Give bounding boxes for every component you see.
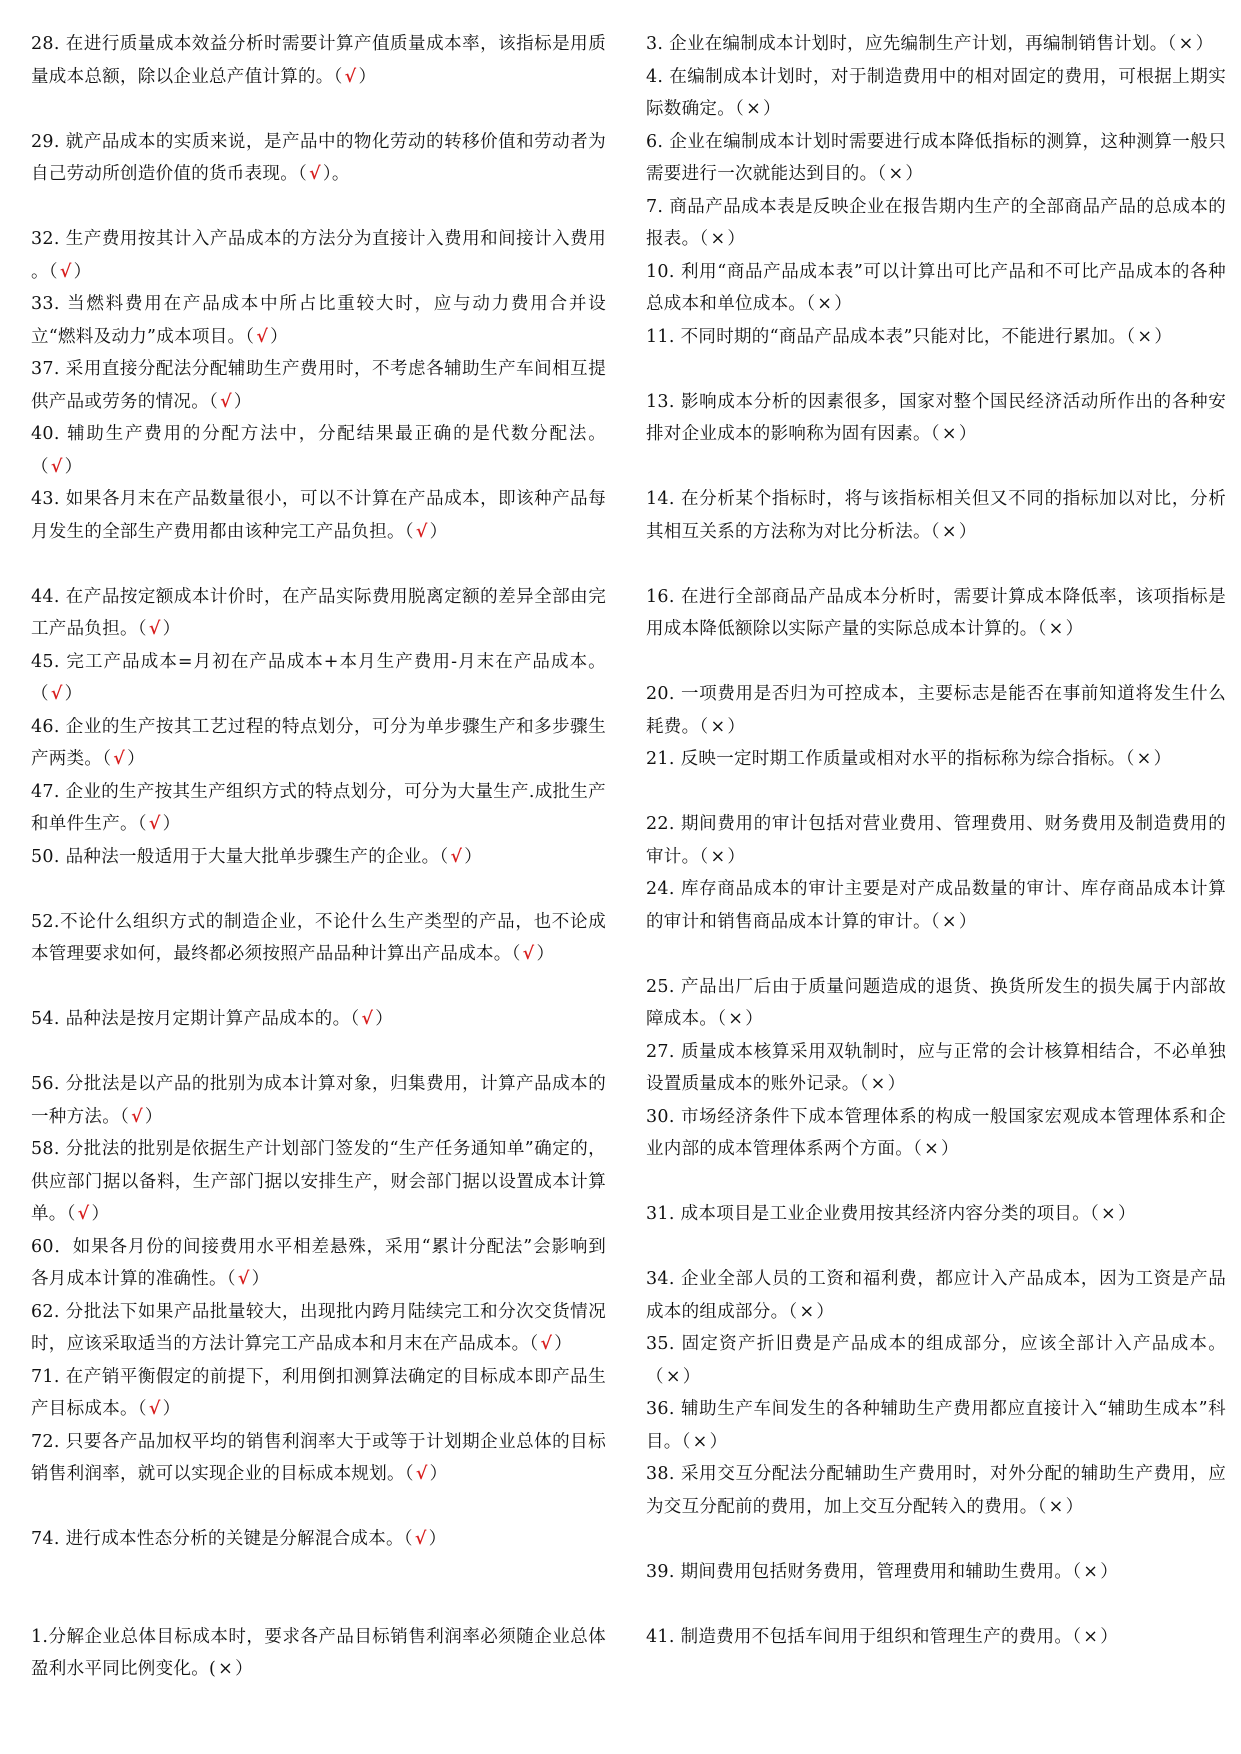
right-column bbox=[646, 28, 1226, 1653]
blank-line bbox=[646, 1166, 1226, 1199]
left-column bbox=[31, 28, 606, 1686]
question-text: 16. 在进行全部商品产品成本分析时，需要计算成本降低率，该项指标是用成本降低额除以实际产量的实际总成本计算的。（ bbox=[646, 586, 1226, 639]
blank-line bbox=[31, 191, 606, 224]
blank-line bbox=[31, 1588, 606, 1621]
blank-line bbox=[31, 873, 606, 906]
question-text: 3. 企业在编制成本计划时，应先编制生产计划，再编制销售计划。（ bbox=[646, 34, 1177, 54]
check-mark: √ bbox=[131, 1106, 143, 1127]
question-text: 11. 不同时期的“商品产品成本表”只能对比，不能进行累加。（ bbox=[646, 326, 1136, 347]
question-text: 21. 反映一定时期工作质量或相对水平的指标称为综合指标。（ bbox=[646, 749, 1135, 769]
closing-paren: ） bbox=[73, 261, 92, 282]
question-text: 27. 质量成本核算采用双轨制时，应与正常的会计核算相结合，不必单独设置质量成本的账外记录。（ bbox=[646, 1041, 1226, 1094]
question-text: 71. 在产销平衡假定的前提下，利用倒扣测算法确定的目标成本即产品生产目标成本。（ bbox=[31, 1366, 606, 1419]
question-item bbox=[31, 1361, 606, 1426]
closing-paren: ） bbox=[1154, 326, 1173, 347]
question-item bbox=[31, 906, 606, 971]
question-item bbox=[31, 1133, 606, 1231]
question-text: 47. 企业的生产按其生产组织方式的特点划分，可分为大量生产.成批生产和单件生产。（ bbox=[31, 781, 606, 834]
closing-paren: ） bbox=[251, 1269, 270, 1289]
question-item bbox=[31, 223, 606, 288]
cross-mark: × bbox=[746, 99, 762, 119]
question-item bbox=[31, 1003, 606, 1036]
closing-paren: ） bbox=[375, 1009, 394, 1029]
question-text: 52.不论什么组织方式的制造企业，不论什么生产类型的产品，也不论成本管理要求如何，最终都必须按照产品品种计算出产品成本。（ bbox=[31, 911, 606, 964]
question-text: 10. 利用“商品产品成本表”可以计算出可比产品和不可比产品成本的各种总成本和单位成本。（ bbox=[646, 261, 1226, 314]
cross-mark: × bbox=[888, 164, 904, 184]
question-text: 50. 品种法一般适用于大量大批单步骤生产的企业。（ bbox=[31, 846, 449, 867]
question-item bbox=[31, 28, 606, 93]
check-mark: √ bbox=[59, 261, 72, 282]
question-item bbox=[31, 483, 606, 548]
question-text: 28. 在进行质量成本效益分析时需要计算产值质量成本率，该指标是用质量成本总额，除以企业总产值计算的。（ bbox=[31, 34, 606, 87]
blank-line bbox=[31, 93, 606, 126]
question-item bbox=[646, 191, 1226, 256]
cross-mark: × bbox=[1083, 1626, 1099, 1647]
blank-line bbox=[646, 1588, 1226, 1621]
blank-line bbox=[646, 451, 1226, 484]
cross-mark: × bbox=[1083, 1561, 1099, 1582]
question-item bbox=[646, 971, 1226, 1036]
check-mark: √ bbox=[148, 619, 161, 639]
check-mark: √ bbox=[237, 1269, 250, 1289]
question-item bbox=[646, 743, 1226, 776]
question-text: 30. 市场经济条件下成本管理体系的构成一般国家宏观成本管理体系和企业内部的成本管理体系两个方面。（ bbox=[646, 1106, 1226, 1159]
cross-mark: × bbox=[218, 1659, 234, 1679]
question-item bbox=[646, 1198, 1226, 1231]
blank-line bbox=[646, 1523, 1226, 1556]
closing-paren: ） bbox=[958, 424, 977, 444]
closing-paren: ） bbox=[162, 814, 181, 834]
question-item bbox=[646, 1263, 1226, 1328]
question-item bbox=[646, 256, 1226, 321]
closing-paren: ） bbox=[745, 1009, 764, 1029]
cross-mark: × bbox=[1136, 749, 1152, 769]
question-text: 6. 企业在编制成本计划时需要进行成本降低指标的测算，这种测算一般只需要进行一次就能达到目的。（ bbox=[646, 131, 1226, 184]
question-text: 44. 在产品按定额成本计价时，在产品实际费用脱离定额的差异全部由完工产品负担。（ bbox=[31, 586, 606, 639]
question-item bbox=[31, 126, 606, 191]
check-mark: √ bbox=[113, 749, 126, 769]
question-text: 25. 产品出厂后由于质量问题造成的退货、换货所发生的损失属于内部故障成本。（ bbox=[646, 976, 1226, 1029]
cross-mark: × bbox=[799, 1301, 815, 1322]
closing-paren: ） bbox=[127, 749, 145, 769]
closing-paren: ）。 bbox=[322, 164, 350, 184]
check-mark: √ bbox=[220, 391, 232, 412]
question-text: 1.分解企业总体目标成本时，要求各产品目标销售利润率必须随企业总体盈利水平同比例变化。( bbox=[31, 1626, 606, 1679]
question-text: 20. 一项费用是否归为可控成本，主要标志是能否在事前知道将发生什么耗费。（ bbox=[646, 684, 1226, 737]
check-mark: √ bbox=[148, 814, 161, 834]
closing-paren: ） bbox=[887, 1074, 906, 1094]
check-mark: √ bbox=[50, 684, 63, 704]
closing-paren: ） bbox=[233, 391, 252, 412]
closing-paren: ） bbox=[144, 1106, 163, 1127]
question-item bbox=[646, 321, 1226, 354]
cross-mark: × bbox=[692, 1431, 708, 1452]
cross-mark: × bbox=[941, 911, 957, 932]
closing-paren: ） bbox=[727, 846, 746, 867]
closing-paren: ） bbox=[1065, 619, 1084, 639]
question-text: 74. 进行成本性态分析的关键是分解混合成本。（ bbox=[31, 1529, 413, 1549]
check-mark: √ bbox=[256, 326, 269, 347]
closing-paren: ） bbox=[429, 521, 448, 542]
closing-paren: ） bbox=[162, 1399, 181, 1419]
closing-paren: ） bbox=[727, 229, 746, 249]
closing-paren: ） bbox=[64, 456, 83, 477]
question-text: 31. 成本项目是工业企业费用按其经济内容分类的项目。（ bbox=[646, 1204, 1100, 1224]
cross-mark: × bbox=[728, 1009, 744, 1029]
blank-line bbox=[31, 548, 606, 581]
check-mark: √ bbox=[414, 1529, 427, 1549]
closing-paren: ） bbox=[1100, 1561, 1119, 1582]
closing-paren: ） bbox=[816, 1301, 835, 1322]
closing-paren: ） bbox=[554, 1334, 573, 1354]
check-mark: √ bbox=[540, 1334, 553, 1354]
question-text: 45. 完工产品成本=月初在产品成本+本月生产费用-月末在产品成本。（ bbox=[31, 651, 606, 704]
question-item bbox=[646, 1556, 1226, 1589]
check-mark: √ bbox=[415, 1464, 428, 1484]
question-item bbox=[646, 483, 1226, 548]
question-item bbox=[646, 678, 1226, 743]
question-text: 62. 分批法下如果产品批量较大，出现批内跨月陆续完工和分次交货情况时，应该采取适当的方法计算完工产品成本和月末在产品成本。（ bbox=[31, 1301, 606, 1354]
closing-paren: ） bbox=[941, 1139, 959, 1159]
closing-paren: ） bbox=[958, 911, 977, 932]
cross-mark: × bbox=[1048, 1496, 1064, 1517]
question-text: 54. 品种法是按月定期计算产品成本的。（ bbox=[31, 1009, 360, 1029]
closing-paren: ） bbox=[270, 326, 288, 347]
question-item bbox=[646, 1393, 1226, 1458]
blank-line bbox=[646, 353, 1226, 386]
question-item bbox=[646, 1036, 1226, 1101]
question-text: 72. 只要各产品加权平均的销售利润率大于或等于计划期企业总体的目标销售利润率，就可以实现企业的目标成本规划。（ bbox=[31, 1431, 606, 1484]
check-mark: √ bbox=[361, 1009, 374, 1029]
closing-paren: ） bbox=[235, 1659, 253, 1679]
question-text: 24. 库存商品成本的审计主要是对产成品数量的审计、库存商品成本计算的审计和销售商品成本计算的审计。（ bbox=[646, 879, 1226, 932]
check-mark: √ bbox=[344, 66, 357, 87]
closing-paren: ） bbox=[1153, 749, 1172, 769]
question-item bbox=[31, 776, 606, 841]
question-item bbox=[31, 1296, 606, 1361]
closing-paren: ） bbox=[64, 684, 83, 704]
closing-paren: ） bbox=[958, 521, 977, 542]
cross-mark: × bbox=[665, 1366, 681, 1387]
question-text: 39. 期间费用包括财务费用，管理费用和辅助生费用。（ bbox=[646, 1561, 1082, 1582]
closing-paren: ） bbox=[682, 1366, 701, 1387]
check-mark: √ bbox=[309, 164, 321, 184]
cross-mark: × bbox=[924, 1139, 940, 1159]
cross-mark: × bbox=[710, 229, 726, 249]
question-text: 38. 采用交互分配法分配辅助生产费用时，对外分配的辅助生产费用，应为交互分配前的费用，加上交互分配转入的费用。（ bbox=[646, 1464, 1226, 1517]
check-mark: √ bbox=[77, 1204, 90, 1224]
question-text: 56. 分批法是以产品的批别为成本计算对象，归集费用，计算产品成本的一种方法。（ bbox=[31, 1074, 606, 1127]
cross-mark: × bbox=[1048, 619, 1064, 639]
question-item bbox=[31, 1068, 606, 1133]
closing-paren: ） bbox=[1100, 1626, 1119, 1647]
closing-paren: ） bbox=[834, 294, 853, 314]
question-item bbox=[646, 581, 1226, 646]
closing-paren: ） bbox=[429, 1464, 448, 1484]
question-text: 29. 就产品成本的实质来说，是产品中的物化劳动的转移价值和劳动者为自己劳动所创造价值的货币表现。（ bbox=[31, 131, 606, 184]
check-mark: √ bbox=[415, 521, 428, 542]
question-text: 7. 商品产品成本表是反映企业在报告期内生产的全部商品产品的总成本的报表。（ bbox=[646, 196, 1226, 249]
cross-mark: × bbox=[710, 716, 726, 737]
blank-line bbox=[646, 776, 1226, 809]
question-item bbox=[31, 581, 606, 646]
cross-mark: × bbox=[870, 1074, 886, 1094]
closing-paren: ） bbox=[1065, 1496, 1084, 1517]
question-text: 35. 固定资产折旧费是产品成本的组成部分，应该全部计入产品成本。（ bbox=[646, 1334, 1226, 1387]
check-mark: √ bbox=[148, 1399, 161, 1419]
closing-paren: ） bbox=[358, 66, 377, 87]
cross-mark: × bbox=[710, 846, 726, 867]
question-item bbox=[31, 841, 606, 874]
blank-line bbox=[646, 938, 1226, 971]
question-item bbox=[31, 711, 606, 776]
question-text: 43. 如果各月末在产品数量很小，可以不计算在产品成本，即该种产品每月发生的全部生产费用都由该种完工产品负担。（ bbox=[31, 489, 606, 542]
closing-paren: ） bbox=[905, 164, 924, 184]
question-item bbox=[646, 386, 1226, 451]
question-item bbox=[31, 1523, 606, 1556]
question-item bbox=[31, 288, 606, 353]
question-text: 60．如果各月份的间接费用水平相差悬殊，采用“累计分配法”会影响到各月成本计算的准确性。（ bbox=[31, 1236, 606, 1289]
question-text: 33. 当燃料费用在产品成本中所占比重较大时，应与动力费用合并设立“燃料及动力”成本项目。（ bbox=[31, 294, 606, 347]
question-item bbox=[646, 28, 1226, 61]
closing-paren: ） bbox=[1195, 34, 1214, 54]
question-item bbox=[646, 1458, 1226, 1523]
question-text: 40. 辅助生产费用的分配方法中，分配结果最正确的是代数分配法。（ bbox=[31, 424, 606, 477]
blank-line bbox=[31, 971, 606, 1004]
question-item bbox=[31, 1231, 606, 1296]
closing-paren: ） bbox=[727, 716, 746, 737]
cross-mark: × bbox=[817, 294, 833, 314]
question-item bbox=[31, 646, 606, 711]
check-mark: √ bbox=[50, 456, 63, 477]
blank-line bbox=[646, 1231, 1226, 1264]
closing-paren: ） bbox=[428, 1529, 447, 1549]
question-item bbox=[31, 418, 606, 483]
question-item bbox=[31, 353, 606, 418]
blank-line bbox=[31, 1556, 606, 1589]
blank-line bbox=[31, 1036, 606, 1069]
cross-mark: × bbox=[941, 521, 957, 542]
question-text: 13. 影响成本分析的因素很多，国家对整个国民经济活动所作出的各种安排对企业成本的影响称为固有因素。（ bbox=[646, 391, 1226, 444]
cross-mark: × bbox=[1101, 1204, 1117, 1224]
question-item bbox=[646, 873, 1226, 938]
check-mark: √ bbox=[450, 846, 463, 867]
closing-paren: ） bbox=[763, 99, 781, 119]
question-item bbox=[31, 1621, 606, 1686]
question-text: 4. 在编制成本计划时，对于制造费用中的相对固定的费用，可根据上期实际数确定。（ bbox=[646, 66, 1226, 119]
blank-line bbox=[31, 1491, 606, 1524]
blank-line bbox=[646, 548, 1226, 581]
question-text: 32. 生产费用按其计入产品成本的方法分为直接计入费用和间接计入费用 。（ bbox=[31, 229, 606, 282]
cross-mark: × bbox=[941, 424, 957, 444]
cross-mark: × bbox=[1137, 326, 1153, 347]
closing-paren: ） bbox=[162, 619, 181, 639]
check-mark: √ bbox=[522, 944, 535, 964]
question-text: 14. 在分析某个指标时，将与该指标相关但又不同的指标加以对比，分析其相互关系的方法称为对比分析法。（ bbox=[646, 489, 1226, 542]
closing-paren: ） bbox=[1118, 1204, 1136, 1224]
question-item bbox=[646, 61, 1226, 126]
question-item bbox=[646, 126, 1226, 191]
closing-paren: ） bbox=[91, 1204, 110, 1224]
question-item bbox=[646, 808, 1226, 873]
cross-mark: × bbox=[1178, 34, 1194, 54]
question-item bbox=[646, 1101, 1226, 1166]
question-text: 34. 企业全部人员的工资和福利费，都应计入产品成本，因为工资是产品成本的组成部分。（ bbox=[646, 1269, 1226, 1322]
question-item bbox=[646, 1328, 1226, 1393]
question-text: 37. 采用直接分配法分配辅助生产费用时，不考虑各辅助生产车间相互提供产品或劳务的情况。（ bbox=[31, 359, 606, 412]
question-text: 46. 企业的生产按其工艺过程的特点划分，可分为单步骤生产和多步骤生产两类。（ bbox=[31, 716, 606, 769]
question-text: 22. 期间费用的审计包括对营业费用、管理费用、财务费用及制造费用的审计。（ bbox=[646, 814, 1226, 867]
question-text: 58. 分批法的批别是依据生产计划部门签发的“生产任务通知单”确定的，供应部门据以备料，生产部门据以安排生产，财会部门据以设置成本计算单。（ bbox=[31, 1139, 606, 1224]
closing-paren: ） bbox=[709, 1431, 728, 1452]
question-item bbox=[31, 1426, 606, 1491]
blank-line bbox=[646, 646, 1226, 679]
question-item bbox=[646, 1621, 1226, 1654]
question-text: 41. 制造费用不包括车间用于组织和管理生产的费用。（ bbox=[646, 1626, 1082, 1647]
question-text: 36. 辅助生产车间发生的各种辅助生产费用都应直接计入“辅助生成本”科目。（ bbox=[646, 1399, 1226, 1452]
closing-paren: ） bbox=[464, 846, 483, 867]
closing-paren: ） bbox=[536, 944, 555, 964]
